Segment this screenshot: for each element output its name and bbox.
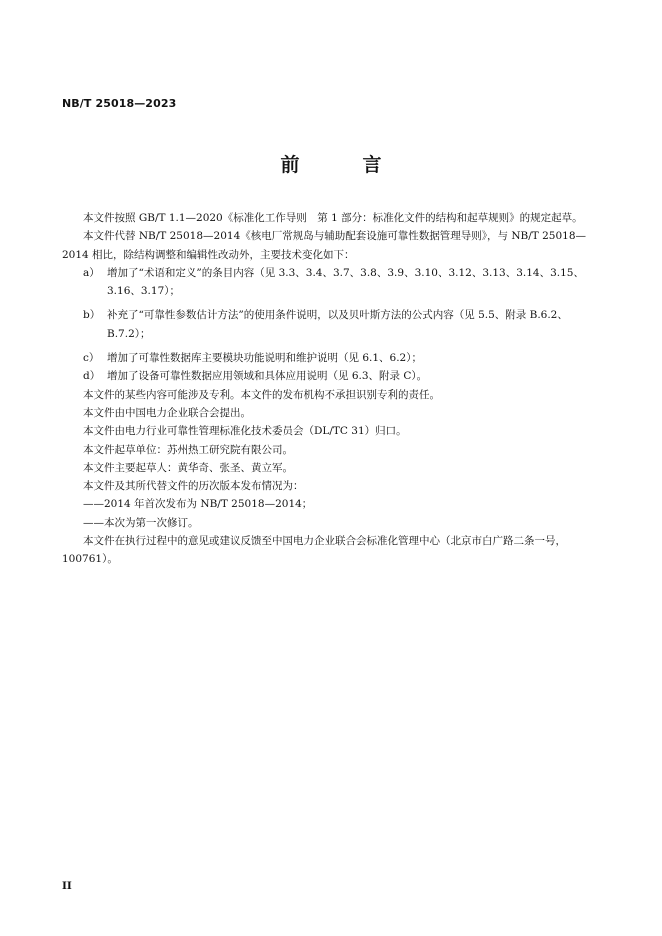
change-item-label: a） xyxy=(83,266,100,279)
paragraph-proposer: 本文件由中国电力企业联合会提出。 xyxy=(83,406,251,419)
paragraph-history-intro: 本文件及其所代替文件的历次版本发布情况为： xyxy=(83,480,304,493)
change-item-c xyxy=(62,349,602,367)
change-item-label: d） xyxy=(83,370,101,383)
paragraph-drafting-unit: 本文件起草单位：苏州热工研究院有限公司。 xyxy=(83,443,293,456)
change-item-text: 增加了设备可靠性数据应用领域和具体应用说明（见 6.3、附录 C）。 xyxy=(107,370,428,383)
standard-code: NB/T 25018—2023 xyxy=(62,97,177,110)
change-item-a xyxy=(62,264,602,301)
paragraph-replacement: 本文件代替 NB/T 25018—2014《核电厂常规岛与辅助配套设施可靠性数据管理导则》，与 NB/T 25018—2014 相比，除结构调整和编辑性改动外，主要技术变化如下： xyxy=(62,230,587,261)
change-item-text: 增加了可靠性数据库主要模块功能说明和维护说明（见 6.1、6.2）； xyxy=(107,352,422,365)
history-item: ——2014 年首次发布为 NB/T 25018—2014； xyxy=(83,498,313,511)
paragraph-feedback: 本文件在执行过程中的意见或建议反馈至中国电力企业联合会标准化管理中心（北京市白广路二条一号，100761）。 xyxy=(62,535,566,566)
paragraph-drafters: 本文件主要起草人：黄华奇、张圣、黄立军。 xyxy=(83,461,293,474)
paragraph-drafting-rules: 本文件按照 GB/T 1.1—2020《标准化工作导则 第 1 部分：标准化文件的结构和起草规则》的规定起草。 xyxy=(83,212,583,224)
change-item-text: 增加了“术语和定义”的条目内容（见 3.3、3.4、3.7、3.8、3.9、3.10、3.12、3.13、3.14、3.15、3.16、3.17）； xyxy=(107,266,584,298)
change-item-b xyxy=(62,306,602,343)
paragraph-technical-committee: 本文件由电力行业可靠性管理标准化技术委员会（DL/TC 31）归口。 xyxy=(83,425,407,438)
change-item-d xyxy=(62,367,602,385)
paragraph-patents: 本文件的某些内容可能涉及专利。本文件的发布机构不承担识别专利的责任。 xyxy=(83,388,440,401)
page-number: II xyxy=(62,880,72,892)
foreword-body xyxy=(62,209,602,569)
change-item-label: c） xyxy=(83,352,100,365)
history-item: ——本次为第一次修订。 xyxy=(83,516,199,529)
change-item-text: 补充了“可靠性参数估计方法”的使用条件说明，以及贝叶斯方法的公式内容（见 5.5、附录 B.6.2、B.7.2）； xyxy=(107,309,568,340)
page-title: 前 言 xyxy=(280,154,404,176)
change-item-label: b） xyxy=(83,309,101,322)
